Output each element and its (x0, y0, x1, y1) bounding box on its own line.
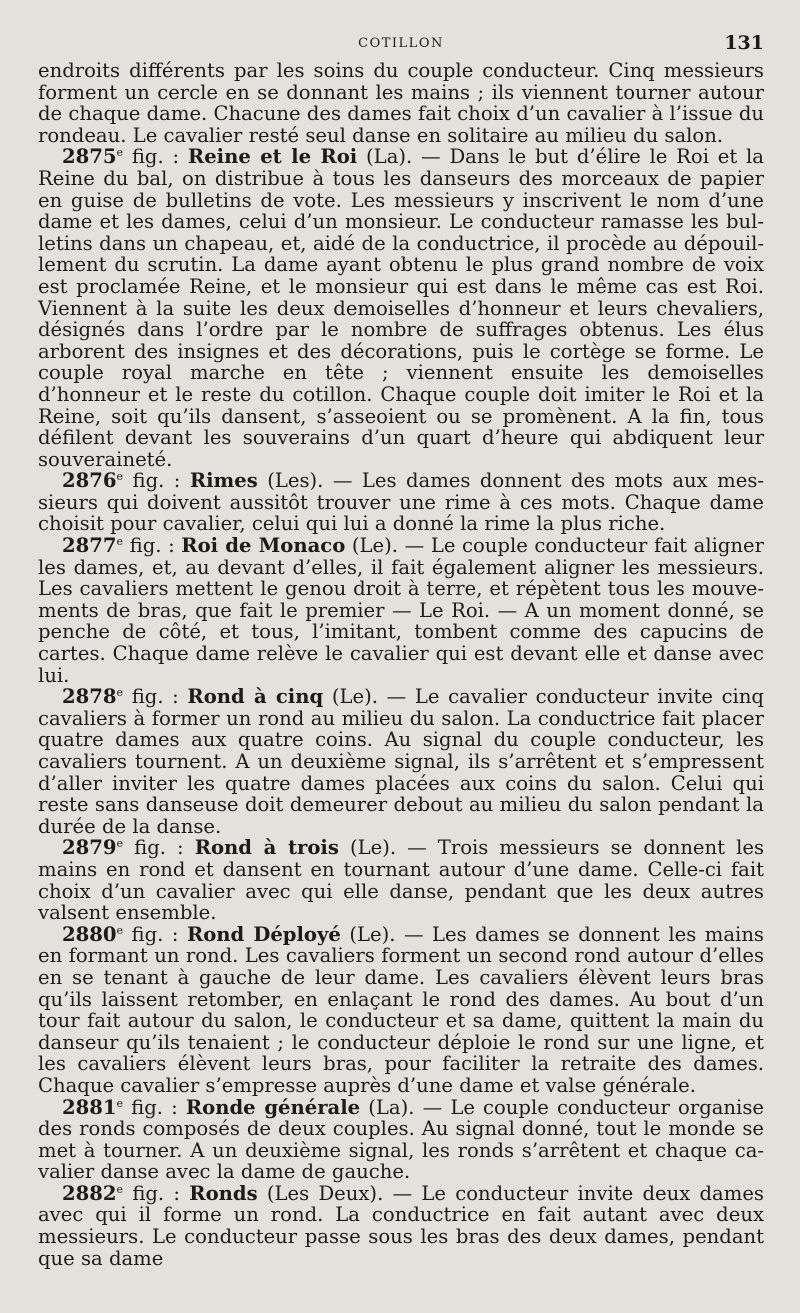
entry-term: Rond Déployé (186, 922, 341, 946)
entry-number-suffix: e (116, 470, 124, 484)
entry-term: Reine et le Roi (187, 145, 358, 169)
entry-fig-label: fig. : (123, 922, 187, 946)
entry-2875 (38, 146, 764, 470)
running-head (38, 30, 764, 60)
entry-text: Le couple conducteur organise des ronds composés de deux couples. Au signal donné, tout le monde se met à tourner. A un deuxième signal, les ronds s’arrêtent et chaque cavalier danse avec la dame de gauche. (38, 1095, 764, 1184)
entry-number-suffix: e (116, 1182, 124, 1196)
entry-number: 2879 (62, 836, 117, 860)
entry-term: Rond à cinq (187, 685, 324, 709)
entry-fig-label: fig. : (123, 685, 188, 709)
entry-number: 2882 (62, 1181, 117, 1205)
entry-number: 2875 (62, 145, 117, 169)
continuation-paragraph: endroits différents par les soins du couple conducteur. Cinq messieurs forment un cercle en se donnant les mains ; ils viennent tourner autour de chaque dame. Chacune des dames fait choix d’un cavalier à l’issue du rondeau. Le cavalier resté seul danse en solitaire au milieu du salon. (38, 59, 764, 147)
entry-fig-label: fig. : (123, 1181, 190, 1205)
entry-term: Rond à trois (194, 836, 339, 860)
entry-term: Ronds (189, 1181, 258, 1205)
body-text (38, 60, 764, 1269)
entry-number-suffix: e (116, 146, 124, 160)
entry-2879 (38, 837, 764, 923)
entry-text: Trois messieurs se donnent les mains en rond et dansent en tournant autour d’une dame. Celle-ci fait choix d’un cavalier avec qui elle danse, pendant que les deux autres valsent ensemble. (38, 836, 764, 925)
entry-article: (Le). — (345, 534, 431, 558)
entry-term: Roi de Monaco (181, 534, 346, 558)
running-title: COTILLON (358, 36, 444, 51)
entry-article: (Le). — (323, 685, 415, 709)
entry-fig-label: fig. : (123, 836, 195, 860)
entry-text: Les dames donnent des mots aux messieurs qui doivent aussitôt trouver une rime à ces mots. Chaque dame choisit pour cavalier, celui qui lui a donné la rime la plus riche. (38, 469, 764, 536)
entry-2882 (38, 1183, 764, 1269)
entry-article: (La). — (360, 1095, 451, 1119)
entry-article: (Les Deux). — (257, 1181, 422, 1205)
entry-text: Les dames se donnent les mains en formant un rond. Les cavaliers forment un second rond autour d’elles en se tenant à gauche de leur dame. Les cavaliers élèvent leurs bras qu’ils laissent retomber, en enlaçant le rond des dames. Au bout d’un tour fait autour du salon, le conducteur et sa dame, quittent la main du danseur qu’ils tenaient ; le conducteur déploie le rond sur une ligne, et les cavaliers élèvent leurs bras, pour faciliter la retraite des dames. Chaque cavalier s’empresse auprès d’une dame et valse générale. (38, 922, 764, 1097)
entry-term: Rimes (189, 469, 258, 493)
page-number: 131 (724, 32, 764, 54)
entry-2881 (38, 1097, 764, 1183)
entry-number-suffix: e (116, 923, 124, 937)
entry-number: 2876 (62, 469, 117, 493)
entry-2876 (38, 470, 764, 535)
entry-number-suffix: e (116, 1096, 124, 1110)
entry-text: Le conducteur invite deux dames avec qui il forme un rond. La conductrice en fait autant avec deux messieurs. Le conducteur passe sous les bras des deux dames, pendant que sa dame (38, 1181, 764, 1270)
entry-number: 2878 (62, 685, 117, 709)
entry-number-suffix: e (116, 686, 124, 700)
entry-article: (Le). — (340, 922, 433, 946)
entry-number-suffix: e (116, 535, 124, 549)
entry-number: 2880 (62, 922, 117, 946)
entry-number: 2881 (62, 1095, 117, 1119)
entry-fig-label: fig. : (123, 145, 188, 169)
entry-term: Ronde générale (185, 1095, 361, 1119)
entry-number: 2877 (62, 534, 117, 558)
entry-number-suffix: e (116, 837, 124, 851)
entry-text: Le couple conducteur fait aligner les dames, et, au devant d’elles, il fait également aligner les messieurs. Les cavaliers mettent le genou droit à terre, et répètent tous les mouvements de bras, que fait le premier — Le Roi. — A un moment donné, se penche de côté, et tous, l’imitant, tombent comme des capucins de cartes. Chaque dame relève le cavalier qui est devant elle et danse avec lui. (38, 534, 764, 687)
entry-fig-label: fig. : (123, 469, 190, 493)
entry-text: Dans le but d’élire le Roi et la Reine du bal, on distribue à tous les danseurs des morceaux de papier en guise de bulletins de vote. Les messieurs y inscrivent le nom d’une dame et les dames, celui d’un monsieur. Le conducteur ramasse les bulletins dans un chapeau, et, aidé de la conductrice, il procède au dépouillement du scrutin. La dame ayant obtenu le plus grand nombre de voix est proclamée Reine, et le monsieur qui est dans le même cas est Roi. Viennent à la suite les deux demoiselles d’honneur et leurs chevaliers, désignés dans l’ordre par le nombre de suffrages obtenus. Les élus arborent des insignes et des décorations, puis le cortège se forme. Le couple royal marche en tête ; viennent ensuite les demoiselles d’honneur et le reste du cotillon. Chaque couple doit imiter le Roi et la Reine, soit qu’ils dansent, s’asseoient ou se promènent. A la fin, tous défilent devant les souverains d’un quart d’heure qui abdiquent leur souveraineté. (38, 145, 764, 471)
entry-fig-label: fig. : (123, 1095, 186, 1119)
entry-fig-label: fig. : (123, 534, 182, 558)
entry-2880 (38, 924, 764, 1097)
entry-text: Le cavalier conducteur invite cinq cavaliers à former un rond au milieu du salon. La conductrice fait placer quatre dames aux quatre coins. Au signal du couple conducteur, les cavaliers tournent. A un deuxième signal, ils s’arrêtent et s’empressent d’aller inviter les quatre dames placées aux coins du salon. Celui qui reste sans danseuse doit demeurer debout au milieu du salon pendant la durée de la danse. (38, 685, 764, 838)
entry-2878 (38, 686, 764, 837)
entry-article: (Les). — (257, 469, 362, 493)
entry-article: (La). — (357, 145, 450, 169)
entry-article: (Le). — (338, 836, 438, 860)
entry-2877 (38, 535, 764, 686)
